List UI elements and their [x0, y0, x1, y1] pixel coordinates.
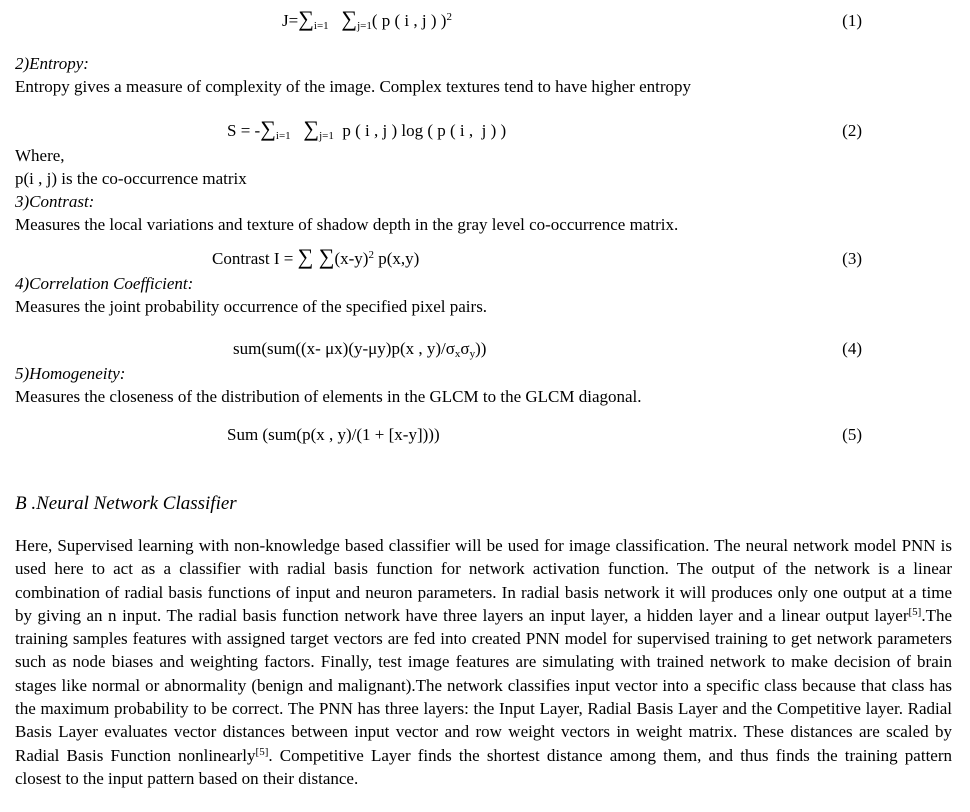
equation-4-row — [15, 336, 952, 362]
equation-4-number: (4) — [842, 339, 862, 358]
contrast-heading: 3)Contrast: — [15, 192, 95, 211]
equation-3-number: (3) — [842, 249, 862, 268]
homogeneity-heading: 5)Homogeneity: — [15, 364, 126, 383]
equation-3: Contrast I = ∑ $\sum(x-y)^2$ p(x,y) — [212, 244, 420, 269]
neural-network-classifier-heading: B .Neural Network Classifier — [15, 493, 237, 514]
equation-2-number: (2) — [842, 121, 862, 140]
correlation-heading: 4)Correlation Coefficient: — [15, 274, 194, 293]
entropy-text: Entropy gives a measure of complexity of the image. Complex textures tend to have higher entropy — [15, 77, 692, 96]
equation-1: $J=\sum_{i=1}$ $\sum_{j=1}$( p ( i , j ) )$^2$ — [282, 6, 452, 32]
homogeneity-text: Measures the closeness of the distribution of elements in the GLCM to the GLCM diagonal. — [15, 387, 642, 406]
equation-2-row — [15, 118, 952, 144]
neural-network-classifier-paragraph: Here, Supervised learning with non-knowledge based classifier will be used for image classification. The neural network model PNN is used here to act as a classifier with radial basis function for network activation function. The output of the network is a linear combination of radial basis functions of input and neuron parameters. In radial basis network it will produces only one output at a time by giving an n input. The radial basis function network have three layers an input layer, a hidden layer and a linear output layer[5].The training samples features with assigned target vectors are fed into created PNN model for supervised training to get network parameters such as node biases and weighting factors. Finally, test image features are simulating with trained network to make decision of brain stages like normal or abnormality (benign and malignant).The network classifies input vector into a specific class because that class has the maximum probability to be correct. The PNN has three layers: the Input Layer, Radial Basis Layer and the Competitive layer. Radial Basis Layer evaluates vector distances between input vector and row weight vectors in weight matrix. These distances are scaled by Radial Basis Function nonlinearly[5]. Competitive Layer finds the shortest distance among them, and thus finds the training pattern closest to the input pattern based on their distance. — [15, 536, 952, 788]
equation-5: Sum (sum(p(x , y)/(1 + [x-y]))) — [227, 425, 440, 444]
contrast-text: Measures the local variations and texture of shadow depth in the gray level co-occurrence matrix. — [15, 215, 679, 234]
equation-5-row — [15, 422, 952, 448]
equation-4: sum(sum((x- μx)(y-μy)p(x , $y)/\sigma_x\sigma_y$)) — [233, 339, 487, 360]
equation-2: $S = -\sum_{i=1}$ $\sum_{j=1}$ p ( i , j ) log ( p ( i , j ) ) — [227, 116, 507, 142]
correlation-text: Measures the joint probability occurrence of the specified pixel pairs. — [15, 297, 488, 316]
where-definition: p(i , j) is the co-occurrence matrix — [15, 169, 247, 188]
equation-5-number: (5) — [842, 425, 862, 444]
entropy-heading: 2)Entropy: — [15, 54, 89, 73]
equation-1-number: (1) — [842, 11, 862, 30]
equation-3-row — [15, 246, 952, 272]
equation-1-row — [15, 8, 952, 34]
where-label: Where, — [15, 146, 65, 165]
